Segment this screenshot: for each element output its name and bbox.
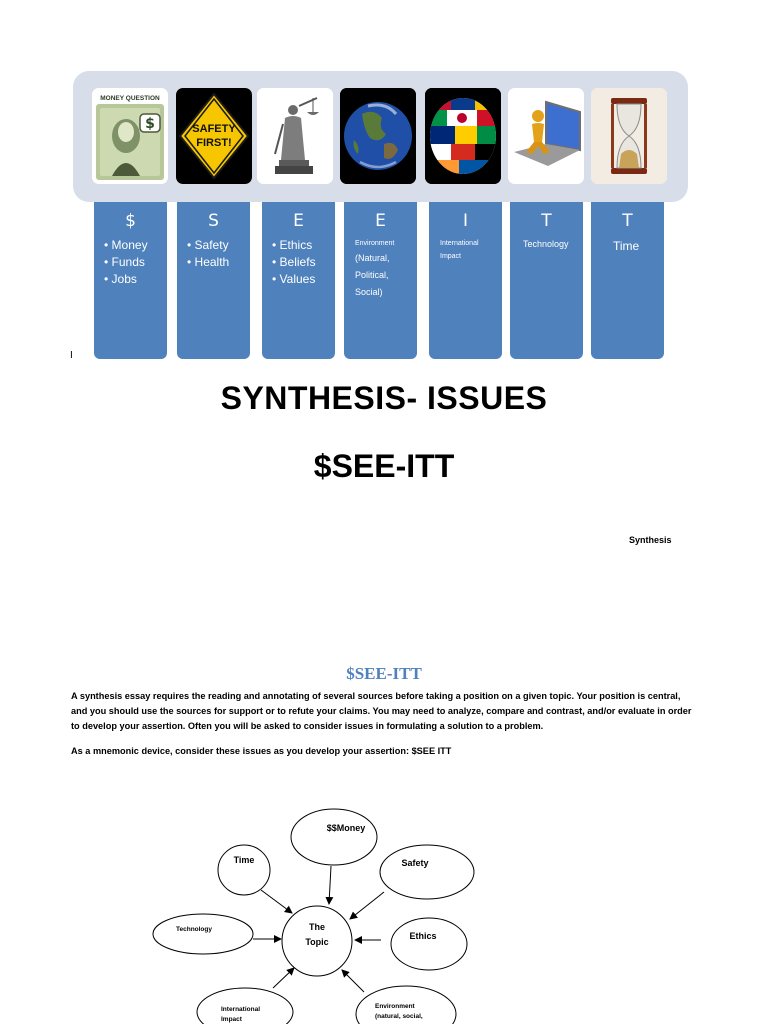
column-letter: I (462, 211, 468, 231)
column-letter: T (541, 211, 552, 231)
environment-label: (natural, social, (375, 1013, 423, 1020)
column-letter: E (375, 211, 386, 231)
column-ethics (262, 202, 335, 359)
column-line: (Natural, (355, 253, 390, 263)
technology-image (508, 88, 584, 184)
ethics-ellipse (391, 918, 467, 970)
hourglass-icon (591, 88, 667, 184)
safety-sign-line1: SAFETY (192, 123, 236, 135)
column-line: Time (613, 239, 640, 253)
money-ellipse (291, 809, 377, 865)
column-money (94, 202, 167, 359)
section-heading: $SEE-ITT (346, 664, 422, 683)
topic-label: The (308, 922, 326, 932)
text-cursor-mark: I (70, 350, 73, 361)
flag-globe-icon (425, 88, 501, 184)
environment-label: Environment (375, 1003, 415, 1010)
column-item: • Values (272, 271, 335, 288)
international-arrow (273, 968, 294, 988)
column-international (429, 202, 502, 359)
time-label: Time (233, 855, 255, 865)
safety-arrow (350, 892, 384, 919)
dollar-bill-icon (92, 88, 168, 184)
svg-text:$: $ (145, 116, 155, 132)
column-line: Technology (523, 239, 569, 249)
column-item: • Beliefs (272, 254, 335, 271)
earth-globe-icon (340, 88, 416, 184)
column-technology (510, 202, 583, 359)
topic-label: Topic (305, 937, 329, 947)
page-subtitle: $SEE-ITT (313, 448, 455, 484)
money-caption: MONEY QUESTION (100, 95, 160, 102)
safety-ellipse (380, 845, 474, 899)
column-time (591, 202, 664, 359)
earth-image (340, 88, 416, 184)
page-title: SYNTHESIS- ISSUES (220, 380, 548, 416)
column-item: • Ethics (272, 237, 335, 254)
money-question-image (92, 88, 168, 184)
money-arrow (329, 866, 331, 904)
safety-label: Safety (401, 858, 429, 868)
justice-statue-icon (257, 88, 333, 184)
column-item: • Safety (187, 237, 250, 254)
column-safety (177, 202, 250, 359)
column-item: • Funds (104, 254, 167, 271)
international-label: Impact (221, 1016, 242, 1023)
column-letter: $ (125, 211, 136, 231)
lady-justice-image (257, 88, 333, 184)
ethics-label: Ethics (409, 931, 437, 941)
international-label: International (221, 1006, 261, 1013)
column-letter: S (208, 211, 219, 231)
column-letter: E (293, 211, 304, 231)
column-line: Environment (355, 240, 395, 247)
synthesis-label: Synthesis (629, 535, 672, 545)
technology-ellipse (153, 914, 253, 954)
column-line: Impact (440, 253, 462, 260)
column-line: International (440, 240, 479, 247)
time-arrow (261, 890, 292, 913)
column-item: • Money (104, 237, 167, 254)
environment-arrow (342, 970, 364, 992)
issues-diagram (140, 800, 480, 1024)
technology-label: Technology (176, 926, 212, 933)
safety-sign-icon (176, 88, 252, 184)
safety-sign-line2: FIRST! (196, 137, 232, 149)
mnemonic-paragraph: As a mnemonic device, consider these issues as you develop your assertion: $SEE ITT (71, 746, 452, 756)
column-item: • Health (187, 254, 250, 271)
safety-first-image (176, 88, 252, 184)
money-label: $$Money (326, 823, 366, 833)
column-line: Political, (355, 270, 389, 280)
intro-paragraph: A synthesis essay requires the reading and annotating of several sources before taking a position on a given topic. Your position is central, and you should use the sources for support or to refute your claims. You may need to analyze, compare and contrast, and/or evaluate in order to develop your assertion. Often you will be asked to consider issues in formulating a solution to a problem. (71, 691, 692, 731)
flag-globe-image (425, 88, 501, 184)
time-ellipse (218, 845, 270, 895)
column-line: Social) (355, 287, 383, 297)
column-item: • Jobs (104, 271, 167, 288)
hourglass-image (591, 88, 667, 184)
laptop-figure-icon (508, 88, 584, 184)
column-letter: T (622, 211, 633, 231)
column-environment (344, 202, 417, 359)
